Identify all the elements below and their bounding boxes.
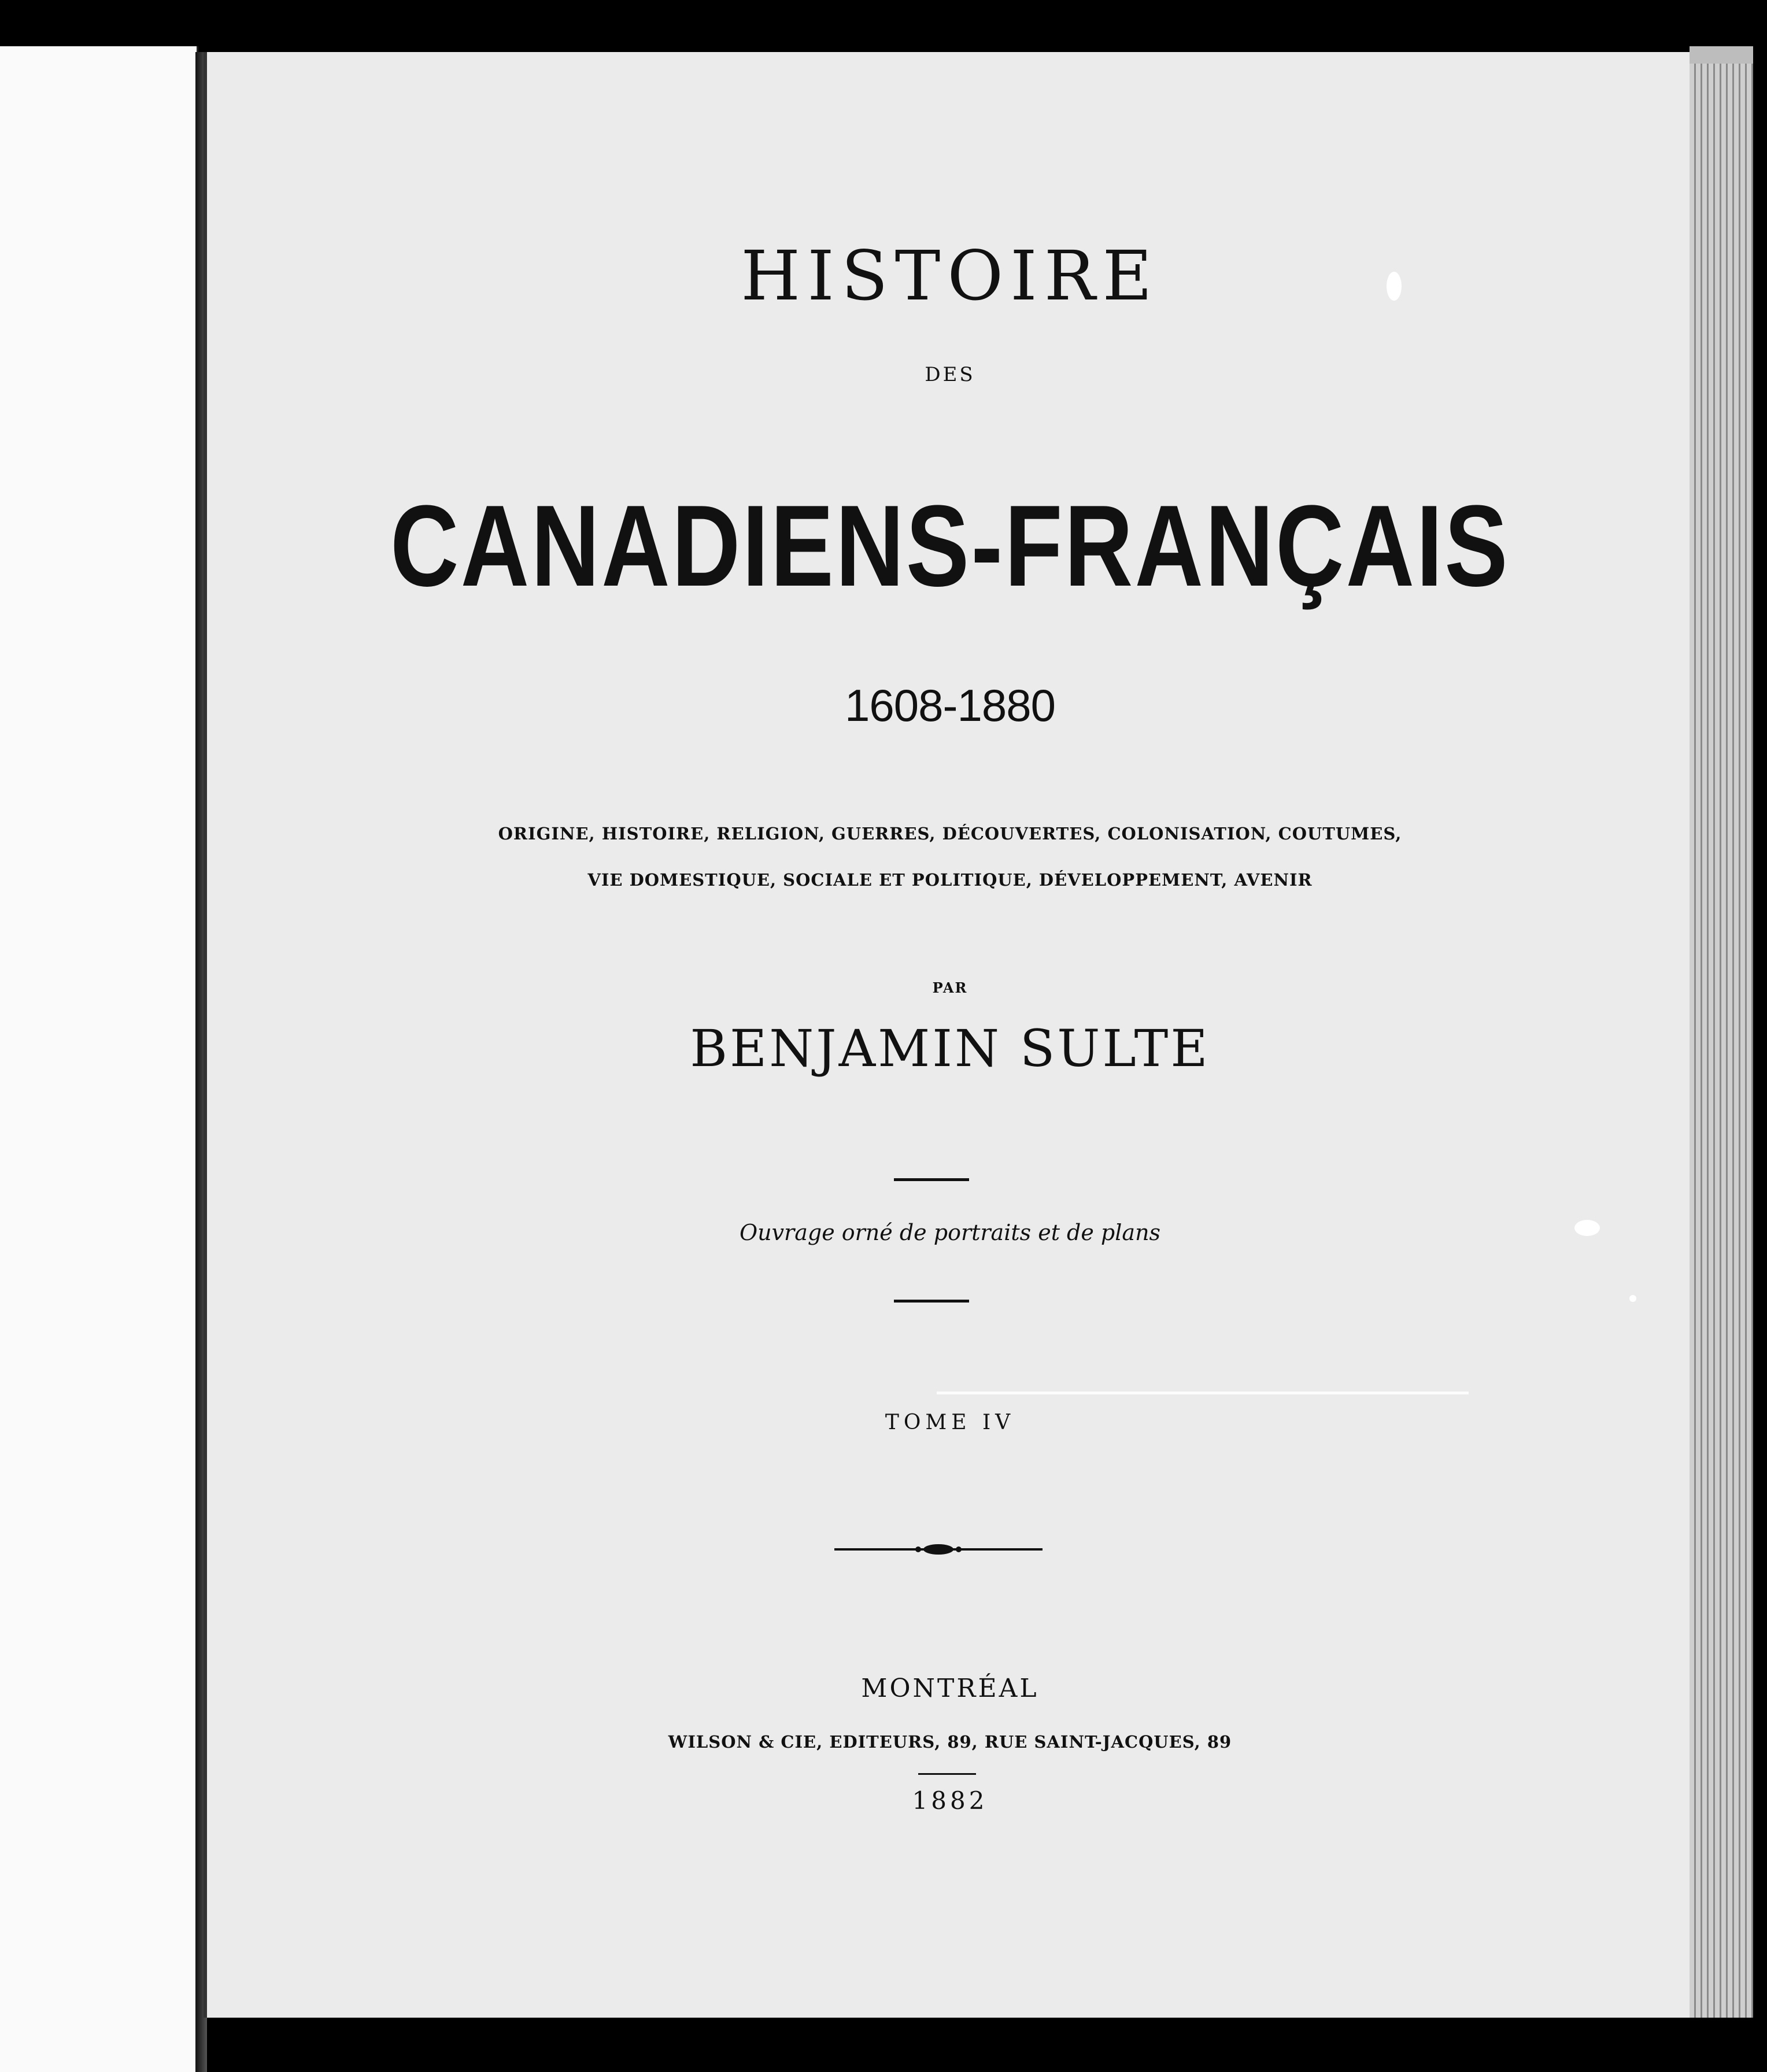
scan-speck bbox=[1574, 1220, 1600, 1236]
title-page bbox=[204, 52, 1693, 2018]
subtitle-line-1: ORIGINE, HISTOIRE, RELIGION, GUERRES, DÉCOUVERTES, COLONISATION, COUTUMES, bbox=[498, 824, 1402, 843]
scan-speck bbox=[1629, 1295, 1636, 1302]
divider-rule bbox=[894, 1300, 969, 1303]
illustration-note: Ouvrage orné de portraits et de plans bbox=[739, 1220, 1161, 1245]
publisher-line: WILSON & CIE, EDITEURS, 89, RUE SAINT-JACQUES, 89 bbox=[668, 1732, 1232, 1752]
subtitle-line-2: VIE DOMESTIQUE, SOCIALE ET POLITIQUE, DÉVELOPPEMENT, AVENIR bbox=[587, 870, 1313, 890]
left-page-edge bbox=[0, 46, 198, 2072]
scan-artifact-line bbox=[937, 1392, 1469, 1394]
title-line-1: HISTOIRE bbox=[741, 236, 1159, 316]
date-range: 1608-1880 bbox=[844, 680, 1055, 731]
scan-speck bbox=[1387, 272, 1402, 301]
ornament-divider bbox=[834, 1541, 1043, 1558]
publication-year: 1882 bbox=[912, 1786, 988, 1815]
divider-rule bbox=[918, 1773, 976, 1775]
author-name: BENJAMIN SULTE bbox=[690, 1019, 1210, 1078]
by-label: PAR bbox=[932, 979, 968, 996]
publication-city: MONTRÉAL bbox=[861, 1674, 1039, 1703]
divider-rule bbox=[894, 1178, 969, 1181]
volume-label: TOME IV bbox=[885, 1411, 1015, 1434]
title-line-2: CANADIENS-FRANÇAIS bbox=[390, 482, 1510, 610]
page-stack-edges bbox=[1690, 64, 1753, 2018]
title-connector: DES bbox=[925, 363, 975, 386]
